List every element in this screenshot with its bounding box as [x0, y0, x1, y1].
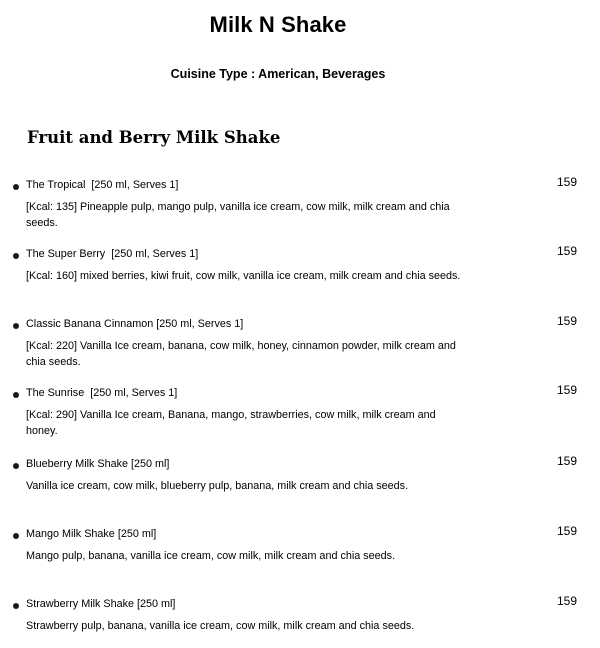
bullet-icon	[13, 603, 19, 609]
item-description: Mango pulp, banana, vanilla ice cream, cow milk, milk cream and chia seeds.	[26, 550, 396, 562]
item-description: Vanilla ice cream, cow milk, blueberry pulp, banana, milk cream and chia seeds.	[26, 480, 409, 492]
item-description: [Kcal: 135] Pineapple pulp, mango pulp, vanilla ice cream, cow milk, milk cream and chia seeds.	[26, 201, 450, 229]
item-name: The Tropical [250 ml, Serves 1]	[26, 179, 179, 191]
cuisine-type: Cuisine Type : American, Beverages	[170, 67, 386, 81]
bullet-icon	[13, 323, 19, 329]
item-price: 159	[556, 383, 577, 397]
item-description: Strawberry pulp, banana, vanilla ice cream, cow milk, milk cream and chia seeds.	[26, 620, 415, 632]
item-name: Classic Banana Cinnamon [250 ml, Serves 1]	[26, 318, 244, 330]
item-name: Strawberry Milk Shake [250 ml]	[26, 598, 176, 610]
item-description: [Kcal: 290] Vanilla Ice cream, Banana, mango, strawberries, cow milk, milk cream and honey.	[26, 409, 436, 437]
item-description: [Kcal: 160] mixed berries, kiwi fruit, cow milk, vanilla ice cream, milk cream and chia seeds.	[26, 270, 461, 282]
bullet-icon	[13, 463, 19, 469]
item-description: [Kcal: 220] Vanilla Ice cream, banana, cow milk, honey, cinnamon powder, milk cream and chia seeds.	[26, 340, 456, 368]
item-price: 159	[556, 594, 577, 608]
item-name: The Sunrise [250 ml, Serves 1]	[26, 387, 178, 399]
item-price: 159	[556, 454, 577, 468]
bullet-icon	[13, 392, 19, 398]
item-name: Mango Milk Shake [250 ml]	[26, 528, 157, 540]
item-price: 159	[556, 244, 577, 258]
bullet-icon	[13, 184, 19, 190]
item-price: 159	[556, 175, 577, 189]
item-price: 159	[556, 314, 577, 328]
item-name: The Super Berry [250 ml, Serves 1]	[26, 248, 199, 260]
restaurant-title: Milk N Shake	[209, 12, 347, 37]
bullet-icon	[13, 253, 19, 259]
section-title: Fruit and Berry Milk Shake	[27, 128, 281, 147]
item-price: 159	[556, 524, 577, 538]
bullet-icon	[13, 533, 19, 539]
item-name: Blueberry Milk Shake [250 ml]	[26, 458, 170, 470]
